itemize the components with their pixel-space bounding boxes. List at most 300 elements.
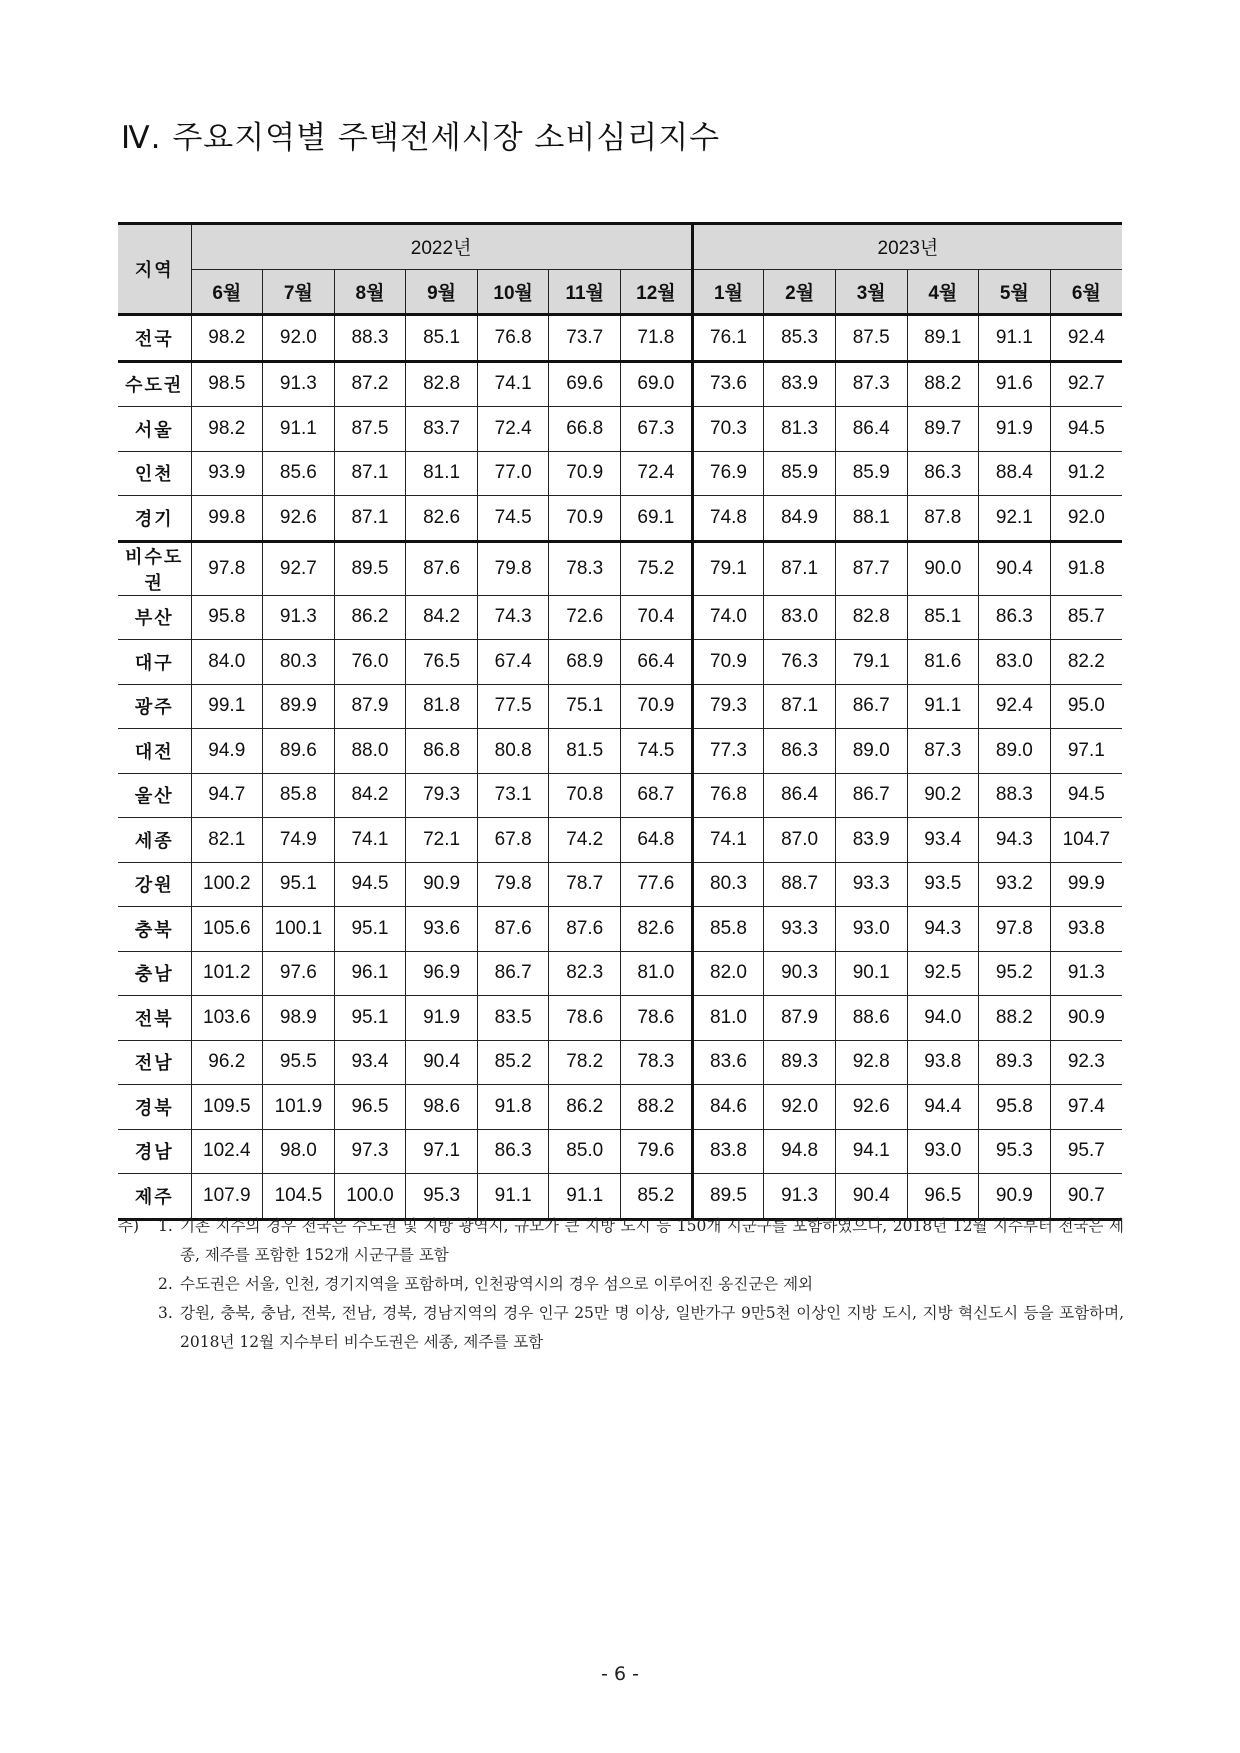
region-name: 광주 xyxy=(118,684,191,729)
index-value-cell: 97.8 xyxy=(191,541,263,595)
index-value-cell: 89.0 xyxy=(979,729,1051,774)
table-row xyxy=(118,315,1122,362)
index-value-cell: 91.9 xyxy=(979,407,1051,452)
footnotes xyxy=(118,1212,1124,1357)
table-row xyxy=(118,541,1122,595)
index-value-cell: 81.0 xyxy=(621,951,693,996)
index-value-cell: 100.2 xyxy=(191,862,263,907)
index-value-cell: 78.7 xyxy=(549,862,621,907)
index-value-cell: 94.0 xyxy=(907,996,979,1041)
index-value-cell: 96.5 xyxy=(334,1085,406,1130)
index-value-cell: 89.0 xyxy=(835,729,907,774)
table-row xyxy=(118,1040,1122,1085)
index-value-cell: 78.3 xyxy=(621,1040,693,1085)
index-value-cell: 89.3 xyxy=(979,1040,1051,1085)
index-value-cell: 74.5 xyxy=(621,729,693,774)
index-value-cell: 97.1 xyxy=(406,1129,478,1174)
index-value-cell: 72.4 xyxy=(621,451,693,496)
index-value-cell: 92.4 xyxy=(979,684,1051,729)
index-value-cell: 78.6 xyxy=(621,996,693,1041)
index-value-cell: 95.1 xyxy=(334,907,406,952)
index-value-cell: 79.8 xyxy=(477,862,549,907)
index-value-cell: 88.3 xyxy=(979,773,1051,818)
index-value-cell: 74.1 xyxy=(692,818,764,863)
index-value-cell: 91.3 xyxy=(263,595,335,640)
table-row xyxy=(118,1085,1122,1130)
index-value-cell: 95.1 xyxy=(263,862,335,907)
index-value-cell: 92.6 xyxy=(835,1085,907,1130)
index-value-cell: 93.8 xyxy=(907,1040,979,1085)
index-value-cell: 82.6 xyxy=(406,496,478,542)
index-value-cell: 87.9 xyxy=(764,996,836,1041)
index-value-cell: 93.6 xyxy=(406,907,478,952)
index-value-cell: 95.8 xyxy=(979,1085,1051,1130)
index-value-cell: 90.4 xyxy=(406,1040,478,1085)
table-row xyxy=(118,496,1122,542)
year-header-2022: 2022년 xyxy=(191,224,692,270)
index-value-cell: 70.9 xyxy=(621,684,693,729)
index-value-cell: 97.6 xyxy=(263,951,335,996)
index-value-cell: 66.4 xyxy=(621,640,693,685)
index-value-cell: 90.3 xyxy=(764,951,836,996)
index-value-cell: 87.2 xyxy=(334,361,406,407)
index-value-cell: 75.2 xyxy=(621,541,693,595)
index-value-cell: 90.7 xyxy=(1050,1174,1122,1220)
month-header-2022: 11월 xyxy=(549,269,621,315)
index-value-cell: 87.1 xyxy=(764,684,836,729)
index-value-cell: 91.9 xyxy=(406,996,478,1041)
index-value-cell: 79.3 xyxy=(406,773,478,818)
index-value-cell: 94.4 xyxy=(907,1085,979,1130)
index-value-cell: 88.6 xyxy=(835,996,907,1041)
table-row xyxy=(118,907,1122,952)
index-value-cell: 72.4 xyxy=(477,407,549,452)
index-value-cell: 87.6 xyxy=(406,541,478,595)
index-value-cell: 103.6 xyxy=(191,996,263,1041)
index-value-cell: 84.6 xyxy=(692,1085,764,1130)
index-value-cell: 82.1 xyxy=(191,818,263,863)
index-value-cell: 86.4 xyxy=(764,773,836,818)
index-value-cell: 77.6 xyxy=(621,862,693,907)
index-value-cell: 86.8 xyxy=(406,729,478,774)
index-value-cell: 87.6 xyxy=(549,907,621,952)
index-value-cell: 98.2 xyxy=(191,407,263,452)
index-value-cell: 89.1 xyxy=(907,315,979,362)
index-value-cell: 70.3 xyxy=(692,407,764,452)
index-value-cell: 92.7 xyxy=(1050,361,1122,407)
index-value-cell: 98.9 xyxy=(263,996,335,1041)
year-header-2023: 2023년 xyxy=(692,224,1122,270)
index-value-cell: 90.4 xyxy=(979,541,1051,595)
index-value-cell: 89.9 xyxy=(263,684,335,729)
index-value-cell: 79.6 xyxy=(621,1129,693,1174)
region-name: 세종 xyxy=(118,818,191,863)
index-value-cell: 93.3 xyxy=(835,862,907,907)
region-name: 전국 xyxy=(118,315,191,362)
index-value-cell: 90.2 xyxy=(907,773,979,818)
table-row xyxy=(118,818,1122,863)
index-value-cell: 94.8 xyxy=(764,1129,836,1174)
index-value-cell: 87.1 xyxy=(334,451,406,496)
index-value-cell: 80.8 xyxy=(477,729,549,774)
index-value-cell: 78.3 xyxy=(549,541,621,595)
region-name: 대전 xyxy=(118,729,191,774)
footnote-prefix xyxy=(118,1299,158,1357)
region-name: 수도권 xyxy=(118,361,191,407)
index-value-cell: 92.0 xyxy=(263,315,335,362)
index-value-cell: 70.9 xyxy=(549,496,621,542)
month-header-2023: 6월 xyxy=(1050,269,1122,315)
index-value-cell: 105.6 xyxy=(191,907,263,952)
index-value-cell: 70.9 xyxy=(549,451,621,496)
index-value-cell: 92.1 xyxy=(979,496,1051,542)
index-value-cell: 88.2 xyxy=(907,361,979,407)
index-value-cell: 85.9 xyxy=(764,451,836,496)
index-value-cell: 67.8 xyxy=(477,818,549,863)
index-value-cell: 76.1 xyxy=(692,315,764,362)
index-value-cell: 76.3 xyxy=(764,640,836,685)
table-row xyxy=(118,684,1122,729)
month-header-2022: 10월 xyxy=(477,269,549,315)
index-value-cell: 79.3 xyxy=(692,684,764,729)
footnote-item xyxy=(118,1270,1124,1299)
index-value-cell: 94.5 xyxy=(334,862,406,907)
index-value-cell: 88.3 xyxy=(334,315,406,362)
index-value-cell: 68.9 xyxy=(549,640,621,685)
index-value-cell: 97.1 xyxy=(1050,729,1122,774)
index-value-cell: 91.1 xyxy=(477,1174,549,1220)
index-value-cell: 84.2 xyxy=(406,595,478,640)
index-value-cell: 98.6 xyxy=(406,1085,478,1130)
index-value-cell: 90.1 xyxy=(835,951,907,996)
index-value-cell: 86.3 xyxy=(907,451,979,496)
index-value-cell: 70.8 xyxy=(549,773,621,818)
month-header-2022: 8월 xyxy=(334,269,406,315)
index-value-cell: 92.0 xyxy=(1050,496,1122,542)
table-row xyxy=(118,951,1122,996)
index-value-cell: 93.8 xyxy=(1050,907,1122,952)
index-value-cell: 83.6 xyxy=(692,1040,764,1085)
index-value-cell: 91.3 xyxy=(263,361,335,407)
index-value-cell: 92.3 xyxy=(1050,1040,1122,1085)
index-value-cell: 90.0 xyxy=(907,541,979,595)
region-name: 서울 xyxy=(118,407,191,452)
index-value-cell: 88.1 xyxy=(835,496,907,542)
index-value-cell: 93.4 xyxy=(334,1040,406,1085)
index-value-cell: 88.0 xyxy=(334,729,406,774)
region-name: 전북 xyxy=(118,996,191,1041)
index-value-cell: 68.7 xyxy=(621,773,693,818)
index-value-cell: 93.2 xyxy=(979,862,1051,907)
index-value-cell: 94.7 xyxy=(191,773,263,818)
index-value-cell: 92.6 xyxy=(263,496,335,542)
index-value-cell: 85.9 xyxy=(835,451,907,496)
index-value-cell: 93.0 xyxy=(835,907,907,952)
index-value-cell: 83.9 xyxy=(764,361,836,407)
index-value-cell: 89.5 xyxy=(334,541,406,595)
footnote-text: 수도권은 서울, 인천, 경기지역을 포함하며, 인천광역시의 경우 섬으로 이루어진 옹진군은 제외 xyxy=(180,1275,814,1293)
index-value-cell: 95.7 xyxy=(1050,1129,1122,1174)
index-value-cell: 101.2 xyxy=(191,951,263,996)
index-value-cell: 86.3 xyxy=(764,729,836,774)
region-name: 제주 xyxy=(118,1174,191,1220)
index-value-cell: 74.1 xyxy=(477,361,549,407)
month-header-2023: 4월 xyxy=(907,269,979,315)
month-header-2023: 5월 xyxy=(979,269,1051,315)
region-name: 강원 xyxy=(118,862,191,907)
index-value-cell: 81.0 xyxy=(692,996,764,1041)
index-value-cell: 88.7 xyxy=(764,862,836,907)
index-value-cell: 92.5 xyxy=(907,951,979,996)
index-value-cell: 84.2 xyxy=(334,773,406,818)
index-value-cell: 94.5 xyxy=(1050,407,1122,452)
index-value-cell: 86.7 xyxy=(477,951,549,996)
index-value-cell: 87.5 xyxy=(835,315,907,362)
index-value-cell: 93.0 xyxy=(907,1129,979,1174)
index-value-cell: 93.9 xyxy=(191,451,263,496)
index-value-cell: 81.6 xyxy=(907,640,979,685)
index-value-cell: 86.4 xyxy=(835,407,907,452)
index-value-cell: 104.5 xyxy=(263,1174,335,1220)
region-name: 충남 xyxy=(118,951,191,996)
index-value-cell: 96.2 xyxy=(191,1040,263,1085)
index-value-cell: 82.3 xyxy=(549,951,621,996)
index-value-cell: 99.8 xyxy=(191,496,263,542)
index-value-cell: 96.9 xyxy=(406,951,478,996)
index-value-cell: 100.1 xyxy=(263,907,335,952)
index-value-cell: 81.1 xyxy=(406,451,478,496)
index-value-cell: 91.3 xyxy=(764,1174,836,1220)
index-value-cell: 91.6 xyxy=(979,361,1051,407)
index-value-cell: 101.9 xyxy=(263,1085,335,1130)
region-name: 충북 xyxy=(118,907,191,952)
month-header-2022: 9월 xyxy=(406,269,478,315)
index-value-cell: 89.7 xyxy=(907,407,979,452)
index-value-cell: 86.2 xyxy=(549,1085,621,1130)
footnote-text: 기존 지수의 경우 전국은 수도권 및 지방 광역시, 규모가 큰 지방 도시 등 150개 시군구를 포함하였으나, 2018년 12월 지수부터 전국은 세종, 제주를 포함한 152개 시군구를 포함 xyxy=(180,1217,1124,1264)
index-value-cell: 100.0 xyxy=(334,1174,406,1220)
index-value-cell: 83.0 xyxy=(979,640,1051,685)
index-value-cell: 82.6 xyxy=(621,907,693,952)
index-value-cell: 90.9 xyxy=(979,1174,1051,1220)
index-value-cell: 79.1 xyxy=(692,541,764,595)
index-value-cell: 95.3 xyxy=(979,1129,1051,1174)
index-value-cell: 87.8 xyxy=(907,496,979,542)
index-value-cell: 91.2 xyxy=(1050,451,1122,496)
index-value-cell: 81.3 xyxy=(764,407,836,452)
month-header-2022: 7월 xyxy=(263,269,335,315)
index-value-cell: 86.7 xyxy=(835,684,907,729)
index-value-cell: 69.6 xyxy=(549,361,621,407)
index-value-cell: 90.9 xyxy=(1050,996,1122,1041)
index-value-cell: 74.1 xyxy=(334,818,406,863)
index-value-cell: 94.3 xyxy=(979,818,1051,863)
index-value-cell: 73.6 xyxy=(692,361,764,407)
index-value-cell: 97.8 xyxy=(979,907,1051,952)
index-value-cell: 91.8 xyxy=(477,1085,549,1130)
index-value-cell: 78.6 xyxy=(549,996,621,1041)
region-name: 인천 xyxy=(118,451,191,496)
index-value-cell: 96.5 xyxy=(907,1174,979,1220)
index-value-cell: 79.8 xyxy=(477,541,549,595)
index-value-cell: 107.9 xyxy=(191,1174,263,1220)
table-row xyxy=(118,407,1122,452)
index-value-cell: 72.1 xyxy=(406,818,478,863)
index-value-cell: 67.4 xyxy=(477,640,549,685)
month-header-2023: 1월 xyxy=(692,269,764,315)
index-value-cell: 87.6 xyxy=(477,907,549,952)
index-value-cell: 76.0 xyxy=(334,640,406,685)
index-value-cell: 82.8 xyxy=(406,361,478,407)
index-value-cell: 91.8 xyxy=(1050,541,1122,595)
index-value-cell: 95.5 xyxy=(263,1040,335,1085)
index-value-cell: 82.8 xyxy=(835,595,907,640)
index-value-cell: 67.3 xyxy=(621,407,693,452)
index-value-cell: 86.7 xyxy=(835,773,907,818)
index-value-cell: 92.4 xyxy=(1050,315,1122,362)
index-value-cell: 86.3 xyxy=(979,595,1051,640)
table-row xyxy=(118,640,1122,685)
index-value-cell: 77.5 xyxy=(477,684,549,729)
index-value-cell: 74.9 xyxy=(263,818,335,863)
index-value-cell: 88.2 xyxy=(979,996,1051,1041)
region-name: 비수도권 xyxy=(118,541,191,595)
index-value-cell: 93.4 xyxy=(907,818,979,863)
index-value-cell: 91.1 xyxy=(979,315,1051,362)
index-value-cell: 79.1 xyxy=(835,640,907,685)
region-name: 경남 xyxy=(118,1129,191,1174)
index-value-cell: 85.1 xyxy=(907,595,979,640)
region-name: 대구 xyxy=(118,640,191,685)
index-value-cell: 74.2 xyxy=(549,818,621,863)
table-row xyxy=(118,595,1122,640)
index-value-cell: 109.5 xyxy=(191,1085,263,1130)
index-value-cell: 75.1 xyxy=(549,684,621,729)
index-value-cell: 73.1 xyxy=(477,773,549,818)
footnote-item xyxy=(118,1299,1124,1357)
index-value-cell: 99.9 xyxy=(1050,862,1122,907)
index-value-cell: 69.0 xyxy=(621,361,693,407)
footnote-number: 1. xyxy=(158,1217,173,1235)
index-value-cell: 66.8 xyxy=(549,407,621,452)
index-value-cell: 93.3 xyxy=(764,907,836,952)
index-value-cell: 92.7 xyxy=(263,541,335,595)
index-value-cell: 85.6 xyxy=(263,451,335,496)
index-value-cell: 78.2 xyxy=(549,1040,621,1085)
index-value-cell: 91.1 xyxy=(549,1174,621,1220)
index-value-cell: 74.5 xyxy=(477,496,549,542)
index-value-cell: 83.8 xyxy=(692,1129,764,1174)
region-name: 경기 xyxy=(118,496,191,542)
index-value-cell: 83.7 xyxy=(406,407,478,452)
index-value-cell: 92.0 xyxy=(764,1085,836,1130)
index-value-cell: 87.7 xyxy=(835,541,907,595)
index-value-cell: 70.9 xyxy=(692,640,764,685)
index-value-cell: 91.1 xyxy=(907,684,979,729)
index-value-cell: 76.5 xyxy=(406,640,478,685)
index-value-cell: 72.6 xyxy=(549,595,621,640)
table-row xyxy=(118,1129,1122,1174)
index-value-cell: 102.4 xyxy=(191,1129,263,1174)
index-value-cell: 87.0 xyxy=(764,818,836,863)
index-value-cell: 87.1 xyxy=(334,496,406,542)
region-name: 전남 xyxy=(118,1040,191,1085)
index-value-cell: 85.2 xyxy=(477,1040,549,1085)
index-value-cell: 92.8 xyxy=(835,1040,907,1085)
index-value-cell: 89.5 xyxy=(692,1174,764,1220)
index-value-cell: 83.9 xyxy=(835,818,907,863)
index-value-cell: 74.8 xyxy=(692,496,764,542)
index-value-cell: 97.4 xyxy=(1050,1085,1122,1130)
index-value-cell: 85.0 xyxy=(549,1129,621,1174)
index-value-cell: 98.2 xyxy=(191,315,263,362)
index-value-cell: 85.8 xyxy=(692,907,764,952)
index-value-cell: 89.3 xyxy=(764,1040,836,1085)
region-name: 경북 xyxy=(118,1085,191,1130)
index-value-cell: 93.5 xyxy=(907,862,979,907)
index-value-cell: 88.2 xyxy=(621,1085,693,1130)
index-value-cell: 96.1 xyxy=(334,951,406,996)
index-value-cell: 74.3 xyxy=(477,595,549,640)
table-row xyxy=(118,729,1122,774)
table-row xyxy=(118,451,1122,496)
index-value-cell: 76.9 xyxy=(692,451,764,496)
index-value-cell: 97.3 xyxy=(334,1129,406,1174)
page-title: Ⅳ. 주요지역별 주택전세시장 소비심리지수 xyxy=(121,120,721,156)
index-value-cell: 98.0 xyxy=(263,1129,335,1174)
index-value-cell: 82.2 xyxy=(1050,640,1122,685)
index-value-cell: 95.8 xyxy=(191,595,263,640)
index-value-cell: 87.3 xyxy=(835,361,907,407)
footnote-prefix: 주) xyxy=(118,1217,140,1235)
index-value-cell: 89.6 xyxy=(263,729,335,774)
index-value-cell: 73.7 xyxy=(549,315,621,362)
month-header-2023: 2월 xyxy=(764,269,836,315)
index-value-cell: 80.3 xyxy=(692,862,764,907)
index-value-cell: 95.0 xyxy=(1050,684,1122,729)
index-value-cell: 90.9 xyxy=(406,862,478,907)
index-value-cell: 77.0 xyxy=(477,451,549,496)
index-value-cell: 76.8 xyxy=(692,773,764,818)
region-name: 부산 xyxy=(118,595,191,640)
index-value-cell: 91.1 xyxy=(263,407,335,452)
index-value-cell: 77.3 xyxy=(692,729,764,774)
index-value-cell: 104.7 xyxy=(1050,818,1122,863)
index-value-cell: 94.3 xyxy=(907,907,979,952)
month-header-2023: 3월 xyxy=(835,269,907,315)
index-value-cell: 80.3 xyxy=(263,640,335,685)
index-value-cell: 90.4 xyxy=(835,1174,907,1220)
index-value-cell: 87.3 xyxy=(907,729,979,774)
index-value-cell: 81.8 xyxy=(406,684,478,729)
index-value-cell: 83.0 xyxy=(764,595,836,640)
index-value-cell: 98.5 xyxy=(191,361,263,407)
index-value-cell: 71.8 xyxy=(621,315,693,362)
index-value-cell: 84.9 xyxy=(764,496,836,542)
index-value-cell: 83.5 xyxy=(477,996,549,1041)
index-value-cell: 99.1 xyxy=(191,684,263,729)
footnote-number: 3. xyxy=(158,1304,173,1322)
month-header-2022: 6월 xyxy=(191,269,263,315)
index-value-cell: 85.2 xyxy=(621,1174,693,1220)
table-row xyxy=(118,361,1122,407)
index-value-cell: 88.4 xyxy=(979,451,1051,496)
index-value-cell: 94.1 xyxy=(835,1129,907,1174)
index-value-cell: 87.5 xyxy=(334,407,406,452)
index-value-cell: 85.1 xyxy=(406,315,478,362)
index-value-cell: 85.3 xyxy=(764,315,836,362)
index-value-cell: 74.0 xyxy=(692,595,764,640)
